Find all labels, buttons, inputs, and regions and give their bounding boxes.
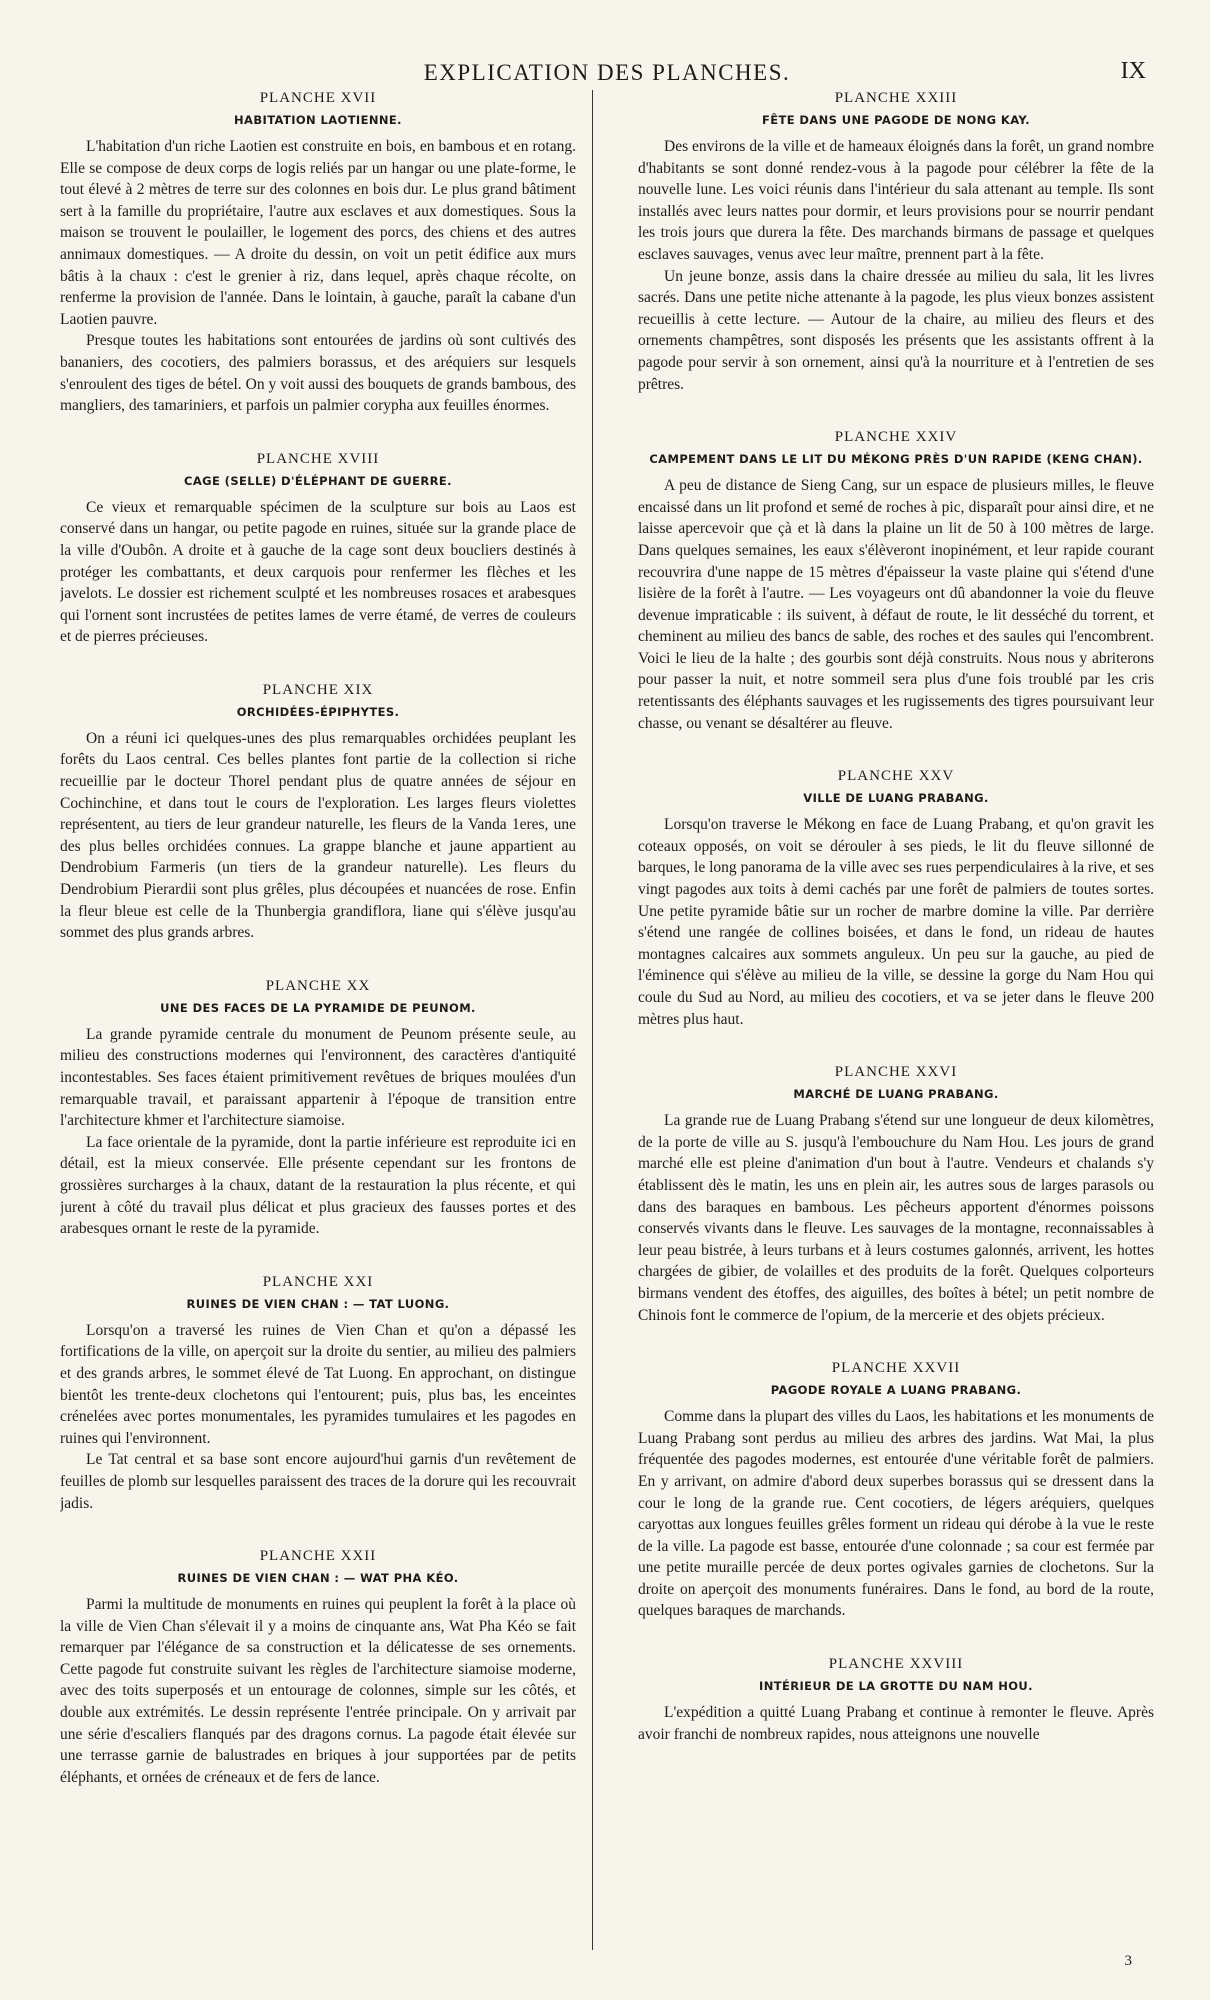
plate-section [638, 90, 1154, 395]
running-head [60, 54, 1154, 90]
paragraph: Lorsqu'on traverse le Mékong en face de Luang Prabang, et qu'on gravit les coteaux opposés, on voit se dérouler à ses pieds, le lit du fleuve sillonné de barques, le long panorama de la ville avec ses rues perpendiculaires à la rive, et ses vingt pagodes aux toits à demi cachés par une forêt de palmiers de toutes sortes. Une petite pyramide bâtie sur un rocher de marbre domine la ville. Par derrière s'étend une rangée de collines boisées, et dans le fond, un rideau de hautes montagnes calcaires aux sommets anguleux. Un peu sur la gauche, au pied de l'éminence qui s'élève au milieu de la ville, se dessine la gorge du Nam Hou qui coule du Sud au Nord, au milieu des cocotiers, et va se jeter dans le fleuve 200 mètres plus haut. [638, 816, 1154, 1028]
plate-caption: UNE DES FACES DE LA PYRAMIDE DE PEUNOM. [160, 1000, 476, 1015]
plate-heading: PLANCHE XIX [262, 681, 374, 698]
paragraph: Des environs de la ville et de hameaux éloignés dans la forêt, un grand nombre d'habitants se sont donné rendez-vous à la pagode pour célébrer la fête de la nouvelle lune. Les voici réunis dans l'intérieur du sala attenant au temple. Ils sont installés avec leurs nattes pour dormir, et leurs provisions pour se nourrir pendant les trois jours que durera la fête. Des marchands birmans de passage et quelques esclaves sauvages, venus avec leur maître, prennent part à la fête. [638, 138, 1154, 263]
paragraph: Ce vieux et remarquable spécimen de la sculpture sur bois au Laos est conservé dans un hangar, ou petite pagode en ruines, située sur la grande place de la ville d'Oubôn. A droite et à gauche de la cage sont deux boucliers destinés à protéger les combattants, et deux carquois pour renfermer les flèches et les javelots. Le dossier est richement sculpté et les nombreuses rosaces et arabesques qui l'ornent sont incrustées de petites lames de verre étamé, de verres de couleurs et de pierres précieuses. [60, 498, 576, 646]
plate-heading: PLANCHE XXVI [834, 1064, 958, 1081]
section-gap [60, 960, 576, 978]
plate-caption: RUINES DE VIEN CHAN : — WAT PHA KÉO. [177, 1571, 459, 1586]
plate-caption: HABITATION LAOTIENNE. [234, 113, 402, 127]
paragraph: L'habitation d'un riche Laotien est construite en bois, en bambous et en rotang. Elle se compose de deux corps de logis reliés par un hangar ou une plate-forme, le tout élevé à 2 mètres de terre sur des colonnes en bois dur. Le plus grand bâtiment sert à la famille du propriétaire, l'autre aux esclaves et aux domestiques. Sous la maison se trouvent le poulailler, le logement des porcs, des chiens et des autres annimaux domestiques. — A droite du dessin, on voit un petit édifice aux murs bâtis à la chaux : c'est le grenier à riz, dans lequel, après chaque récolte, on renferme la provision de l'année. Dans le lointain, à gauche, paraît la cabane d'un Laotien pauvre. [60, 138, 576, 328]
signature-mark: 3 [1124, 1953, 1132, 1969]
paragraph: La grande pyramide centrale du monument de Peunom présente seule, au milieu des constructions modernes qui l'environnent, des caractères d'antiquité incontestables. Ses faces étaient primitivement revêtues de briques moulées d'un remarquable travail, et paraissant appartenir à l'époque de transition entre l'architecture khmer et l'architecture siamoise. [60, 1025, 576, 1130]
section-gap [60, 433, 576, 451]
plate-caption: VILLE DE LUANG PRABANG. [803, 791, 989, 806]
paragraph: La grande rue de Luang Prabang s'étend sur une longueur de deux kilomètres, de la porte de ville au S. jusqu'à l'embouchure du Nam Hou. Les jours de grand marché elle est pleine d'animation d'un bout à l'autre. Vendeurs et chalands s'y établissent dès le matin, les uns en plein air, les autres sous de larges parasols ou dans des baraques en bambous. Les pêcheurs apportent d'énormes poissons conservés vivants dans le fleuve. Les sauvages de la montagne, reconnaissables à leur peau bistrée, à leurs turbans et à leurs costumes galonnés, arrivent, les hottes chargées de gibier, de volailles et des produits de la forêt. Quelques colporteurs birmans vendent des étoffes, des aiguilles, des boîtes à bétel; un petit nombre de Chinois font le commerce de l'opium, de la mercerie et des objets précieux. [638, 1112, 1154, 1324]
section-gap [638, 750, 1154, 768]
plate-section [60, 1548, 576, 1788]
plate-section [638, 429, 1154, 734]
plate-section [60, 90, 576, 417]
plate-section [638, 1360, 1154, 1622]
plate-section [638, 768, 1154, 1030]
paragraph: A peu de distance de Sieng Cang, sur un espace de plusieurs milles, le fleuve encaissé dans un lit profond et semé de roches à pic, disparaît pour ainsi dire, et ne laisse apercevoir que çà et là dans la plaine un lit de 50 à 100 mètres de large. Dans quelques semaines, les eaux s'élèveront inopinément, et leur rapide courant recouvrira d'une nappe de 15 mètres d'épaisseur la vaste plaine qui s'étend d'une lisière de la forêt à l'autre. — Les voyageurs ont dû abandonner la voie du fleuve devenue impraticable : ils suivent, à défaut de route, le lit desséché du torrent, et cheminent au milieu des bancs de sable, des roches et des saules qui l'encombrent. Voici le lieu de la halte ; des gourbis sont déjà construits. Nous nous y abriterons pour passer la nuit, et notre sommeil sera plus d'une fois troublé par les cris retentissants des éléphants sauvages et les rugissements des tigres poursuivant leur chasse, ou venant se désaltérer au fleuve. [638, 477, 1154, 732]
plate-heading: PLANCHE XX [265, 977, 371, 994]
plate-caption: INTÉRIEUR DE LA GROTTE DU NAM HOU. [759, 1679, 1033, 1694]
paragraph: Un jeune bonze, assis dans la chaire dressée au milieu du sala, lit les livres sacrés. Dans une petite niche attenante à la pagode, les plus vieux bonzes assistent recueillis à cette lecture. — Autour de la chaire, au milieu des fleurs et des ornements champêtres, sont disposés les présents que les assistants offrent à la pagode pour servir à son ornement, ainsi qu'à la nourriture et à l'entretien de ses prêtres. [638, 267, 1154, 393]
plate-section [60, 451, 576, 648]
page-title: EXPLICATION DES PLANCHES. [423, 60, 791, 85]
plate-caption: CAGE (SELLE) D'ÉLÉPHANT DE GUERRE. [184, 473, 452, 488]
plate-heading: PLANCHE XXVIII [828, 1656, 964, 1673]
plate-heading: PLANCHE XXIV [834, 429, 958, 446]
section-gap [60, 1530, 576, 1548]
two-column-body [60, 90, 1154, 1950]
plate-heading: PLANCHE XXI [262, 1273, 374, 1290]
section-gap [638, 1046, 1154, 1064]
paragraph: Lorsqu'on a traversé les ruines de Vien Chan et qu'on a dépassé les fortifications de la ville, on aperçoit sur la droite du sentier, au milieu des palmiers et des grands arbres, le sommet élevé de Tat Luong. En approchant, on distingue bientôt les trente-deux clochetons qui l'entourent; puis, plus bas, les enceintes crénelées avec portes monumentales, les pyramides tumulaires et les pagodes en ruines qui l'environnent. [60, 1321, 576, 1447]
plate-heading: PLANCHE XXVII [831, 1360, 961, 1377]
column-divider [592, 90, 593, 1950]
plate-caption: ORCHIDÉES-ÉPIPHYTES. [236, 704, 400, 719]
plate-caption: MARCHÉ DE LUANG PRABANG. [793, 1087, 999, 1102]
plate-caption: RUINES DE VIEN CHAN : — TAT LUONG. [186, 1296, 450, 1311]
section-gap [638, 1342, 1154, 1360]
plate-heading: PLANCHE XVII [259, 90, 377, 106]
plate-heading: PLANCHE XXIII [834, 90, 958, 106]
paragraph: Le Tat central et sa base sont encore aujourd'hui garnis d'un revêtement de feuilles de plomb sur lesquelles paraissent des traces de la dorure qui les recouvrait jadis. [60, 1451, 576, 1512]
plate-caption: CAMPEMENT DANS LE LIT DU MÉKONG PRÈS D'UN RAPIDE (KENG CHAN). [649, 452, 1143, 467]
plate-caption: PAGODE ROYALE A LUANG PRABANG. [770, 1383, 1022, 1398]
plate-section [638, 1656, 1154, 1745]
plate-section [60, 682, 576, 944]
page-number: IX [1120, 58, 1146, 84]
paragraph: La face orientale de la pyramide, dont la partie inférieure est reproduite ici en détail, est la mieux conservée. Elle présente cependant sur les frontons de grossières surcharges à la chaux, datant de la restauration la plus récente, et qui jurent à côté du travail plus délicat et plus gracieux des fausses portes et des arabesques ornant le reste de la pyramide. [60, 1133, 576, 1238]
section-gap [638, 1638, 1154, 1656]
paragraph: Presque toutes les habitations sont entourées de jardins où sont cultivés des bananiers, des cocotiers, des palmiers borassus, et des aréquiers sur lesquels s'enroulent des tiges de bétel. On y voit aussi des bouquets de grands bambous, des mangliers, des tamariniers, et parfois un palmier corypha aux feuilles énormes. [60, 332, 576, 415]
left-column [60, 90, 576, 1950]
section-gap [60, 1256, 576, 1274]
plate-caption: FÊTE DANS UNE PAGODE DE NONG KAY. [761, 113, 1031, 127]
plate-heading: PLANCHE XXII [259, 1548, 377, 1565]
section-gap [60, 664, 576, 682]
paragraph: Comme dans la plupart des villes du Laos, les habitations et les monuments de Luang Prabang sont perdus au milieu des arbres des jardins. Wat Mai, la plus fréquentée des pagodes modernes, est entourée d'une véritable forêt de palmiers. En y arrivant, on admire d'abord deux superbes borassus qui se dressent dans la cour le long de la grande rue. Cent cocotiers, de légers aréquiers, quelques caryottas aux longues feuilles grêles forment un rideau qui dérobe à la vue le reste de la ville. La pagode est basse, entourée d'une colonnade ; sa cour est fermée par une petite muraille percée de deux portes ogivales garnies de clochetons. Sur la droite on aperçoit des monuments funéraires. Dans le fond, au bord de la route, quelques baraques de marchands. [638, 1408, 1154, 1620]
plate-section [60, 978, 576, 1240]
paragraph: Parmi la multitude de monuments en ruines qui peuplent la forêt à la place où la ville de Vien Chan s'élevait il y a moins de cinquante ans, Wat Pha Kéo se fait remarquer par l'élégance de sa construction et la délicatesse de ses ornements. Cette pagode fut construite suivant les règles de l'architecture siamoise moderne, avec des toits superposés et un entourage de colonnes, simple sur les côtés, et double aux extrémités. Le dessin représente l'entrée principale. On y arrivait par une série d'escaliers flanqués par des dragons cornus. La pagode était élevée sur une terrasse garnie de balustrades en briques à jour supportées par de petits éléphants, et ornées de créneaux et de fers de lance. [60, 1596, 576, 1786]
right-column [638, 90, 1154, 1950]
paragraph: On a réuni ici quelques-unes des plus remarquables orchidées peuplant les forêts du Laos central. Ces belles plantes font partie de la collection si riche recueillie par le docteur Thorel pendant plus de quatre années de séjour en Cochinchine, et dans tout le cours de l'exploration. Les larges fleurs violettes représentent, au tiers de leur grandeur naturelle, les fleurs de la Vanda 1eres, une des plus belles orchidées connues. La grappe blanche et jaune appartient au Dendrobium Farmeris (un tiers de la grandeur naturelle). Les fleurs du Dendrobium Pierardii sont plus grêles, plus découpées et nuancées de rose. Enfin la fleur bleue est celle de la Thunbergia grandiflora, liane qui s'élève jusqu'au sommet des plus grands arbres. [60, 729, 576, 942]
plate-heading: PLANCHE XVIII [256, 450, 380, 467]
section-gap [638, 411, 1154, 429]
plate-heading: PLANCHE XXV [837, 768, 955, 785]
plate-section [60, 1274, 576, 1514]
paragraph: L'expédition a quitté Luang Prabang et continue à remonter le fleuve. Après avoir franchi de nombreux rapides, nous atteignons une nouvelle [638, 1704, 1154, 1743]
plate-section [638, 1064, 1154, 1326]
